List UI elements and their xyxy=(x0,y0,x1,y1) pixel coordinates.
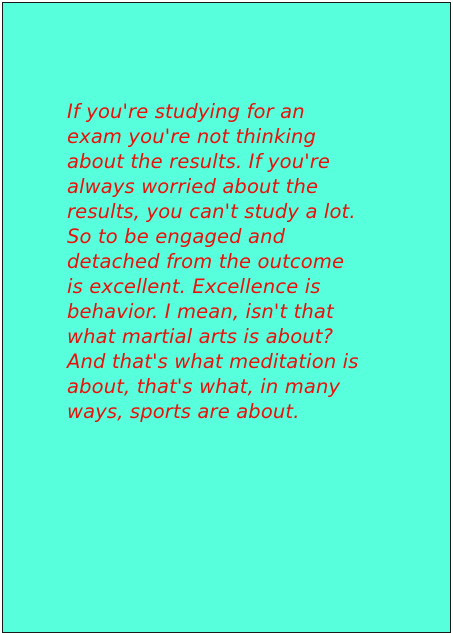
quote-text: If you're studying for an exam you're not thinking about the results. If you're always worried about the results, you can't study a lot. So to be engaged and detached from the outcome is excellent. Excellence is behavior. I mean, isn't that what martial arts is about? And that's what meditation is about, that's what, in many ways, sports are about. xyxy=(67,100,359,423)
quote-card xyxy=(2,2,451,633)
